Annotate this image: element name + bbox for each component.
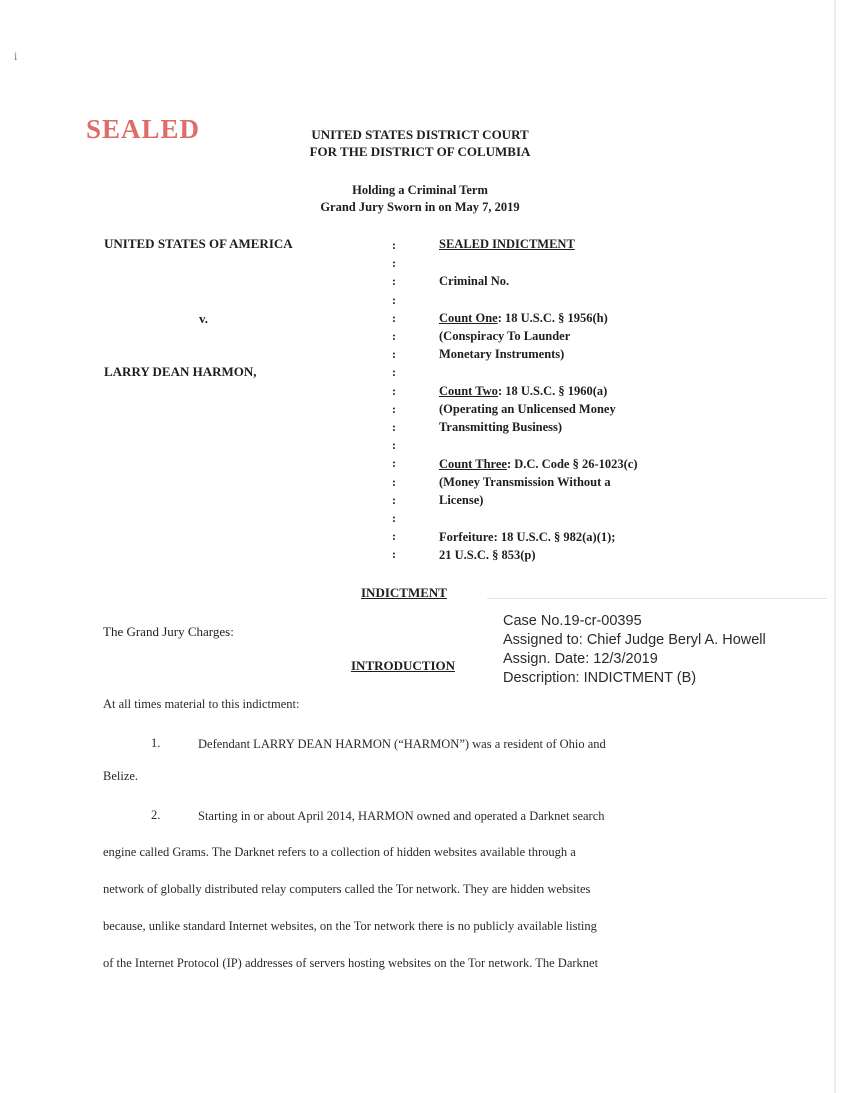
count-one-desc: Monetary Instruments)	[439, 347, 565, 361]
criminal-term: Holding a Criminal Term	[352, 183, 488, 197]
count-one-label: Count One	[439, 311, 498, 325]
count-three-statute: : D.C. Code § 26-1023(c)	[506, 457, 638, 471]
count-one-statute: : 18 U.S.C. § 1956(h)	[497, 311, 608, 325]
count-three-label: Count Three	[439, 457, 507, 471]
caption-colon: :	[392, 529, 396, 544]
paragraph-line: because, unlike standard Internet websites, on the Tor network there is no publicly available listing	[103, 919, 597, 933]
page-edge-shadow	[834, 0, 836, 1093]
paragraph-line: Defendant LARRY DEAN HARMON (“HARMON”) was a resident of Ohio and	[198, 737, 606, 751]
caption-colon: :	[392, 238, 396, 252]
count-two	[439, 382, 616, 436]
grand-jury-sworn: Grand Jury Sworn in on May 7, 2019	[320, 200, 520, 214]
case-description: Description: INDICTMENT (B)	[503, 670, 697, 686]
court-name: UNITED STATES DISTRICT COURT	[311, 127, 529, 142]
material-times-line: At all times material to this indictment:	[103, 697, 300, 711]
versus-label: v.	[199, 311, 209, 326]
stamp-divider	[487, 598, 827, 599]
introduction-title: INTRODUCTION	[351, 658, 456, 673]
count-two-label: Count Two	[439, 384, 498, 398]
caption-colon: :	[392, 383, 396, 398]
forfeiture-statute: Forfeiture: 18 U.S.C. § 982(a)(1);	[439, 530, 616, 544]
defendant-name: LARRY DEAN HARMON,	[104, 364, 257, 379]
assigned-judge: Assigned to: Chief Judge Beryl A. Howell	[503, 632, 766, 648]
assign-date: Assign. Date: 12/3/2019	[503, 651, 658, 667]
grand-jury-charges: The Grand Jury Charges:	[103, 624, 234, 639]
forfeiture-statute: 21 U.S.C. § 853(p)	[439, 548, 536, 562]
caption-colon: :	[392, 420, 396, 435]
caption-colon: :	[392, 347, 396, 362]
clerk-case-stamp	[503, 612, 766, 688]
caption-colon: :	[392, 256, 396, 271]
caption-colon: :	[392, 511, 396, 526]
scan-mark: ⅰ	[14, 52, 18, 63]
paragraph-line: Belize.	[103, 769, 139, 783]
court-district: FOR THE DISTRICT OF COLUMBIA	[309, 144, 531, 159]
caption-colon: :	[392, 547, 396, 562]
paragraph-line: of the Internet Protocol (IP) addresses of servers hosting websites on the Tor network. The Darknet	[103, 956, 599, 970]
sealed-stamp: SEALED	[86, 114, 201, 144]
court-header	[270, 126, 570, 160]
count-one-desc: (Conspiracy To Launder	[439, 329, 571, 343]
indictment-title: INDICTMENT	[361, 585, 447, 600]
caption-colon: :	[392, 310, 396, 325]
paragraph-line: Starting in or about April 2014, HARMON owned and operated a Darknet search	[198, 809, 605, 823]
caption-colon-column	[392, 236, 396, 564]
forfeiture	[439, 528, 615, 564]
count-two-desc: (Operating an Unlicensed Money	[439, 402, 616, 416]
count-three-desc: License)	[439, 493, 484, 507]
paragraph-line: network of globally distributed relay computers called the Tor network. They are hidden websites	[103, 882, 591, 896]
count-three-desc: (Money Transmission Without a	[439, 475, 611, 489]
count-two-desc: Transmitting Business)	[439, 420, 563, 434]
caption-colon: :	[392, 365, 396, 380]
count-three	[439, 455, 637, 509]
count-one	[439, 309, 608, 363]
caption-colon: :	[392, 401, 396, 416]
document-type	[439, 235, 575, 253]
case-number: Case No.19-cr-00395	[503, 613, 642, 629]
count-two-statute: : 18 U.S.C. § 1960(a)	[497, 384, 608, 398]
caption-colon: :	[392, 456, 396, 471]
plaintiff-name: UNITED STATES OF AMERICA	[104, 236, 293, 251]
criminal-number: Criminal No.	[439, 274, 510, 288]
paragraph-number: 1.	[151, 736, 161, 750]
paragraph-line: engine called Grams. The Darknet refers to a collection of hidden websites available through a	[103, 845, 576, 859]
caption-colon: :	[392, 274, 396, 289]
term-header	[260, 182, 580, 216]
caption-colon: :	[392, 474, 396, 489]
caption-colon: :	[392, 492, 396, 507]
caption-colon: :	[392, 438, 396, 453]
paragraph-number: 2.	[151, 808, 161, 822]
sealed-indictment-label: SEALED INDICTMENT	[439, 237, 575, 251]
caption-colon: :	[392, 292, 396, 307]
caption-colon: :	[392, 329, 396, 344]
